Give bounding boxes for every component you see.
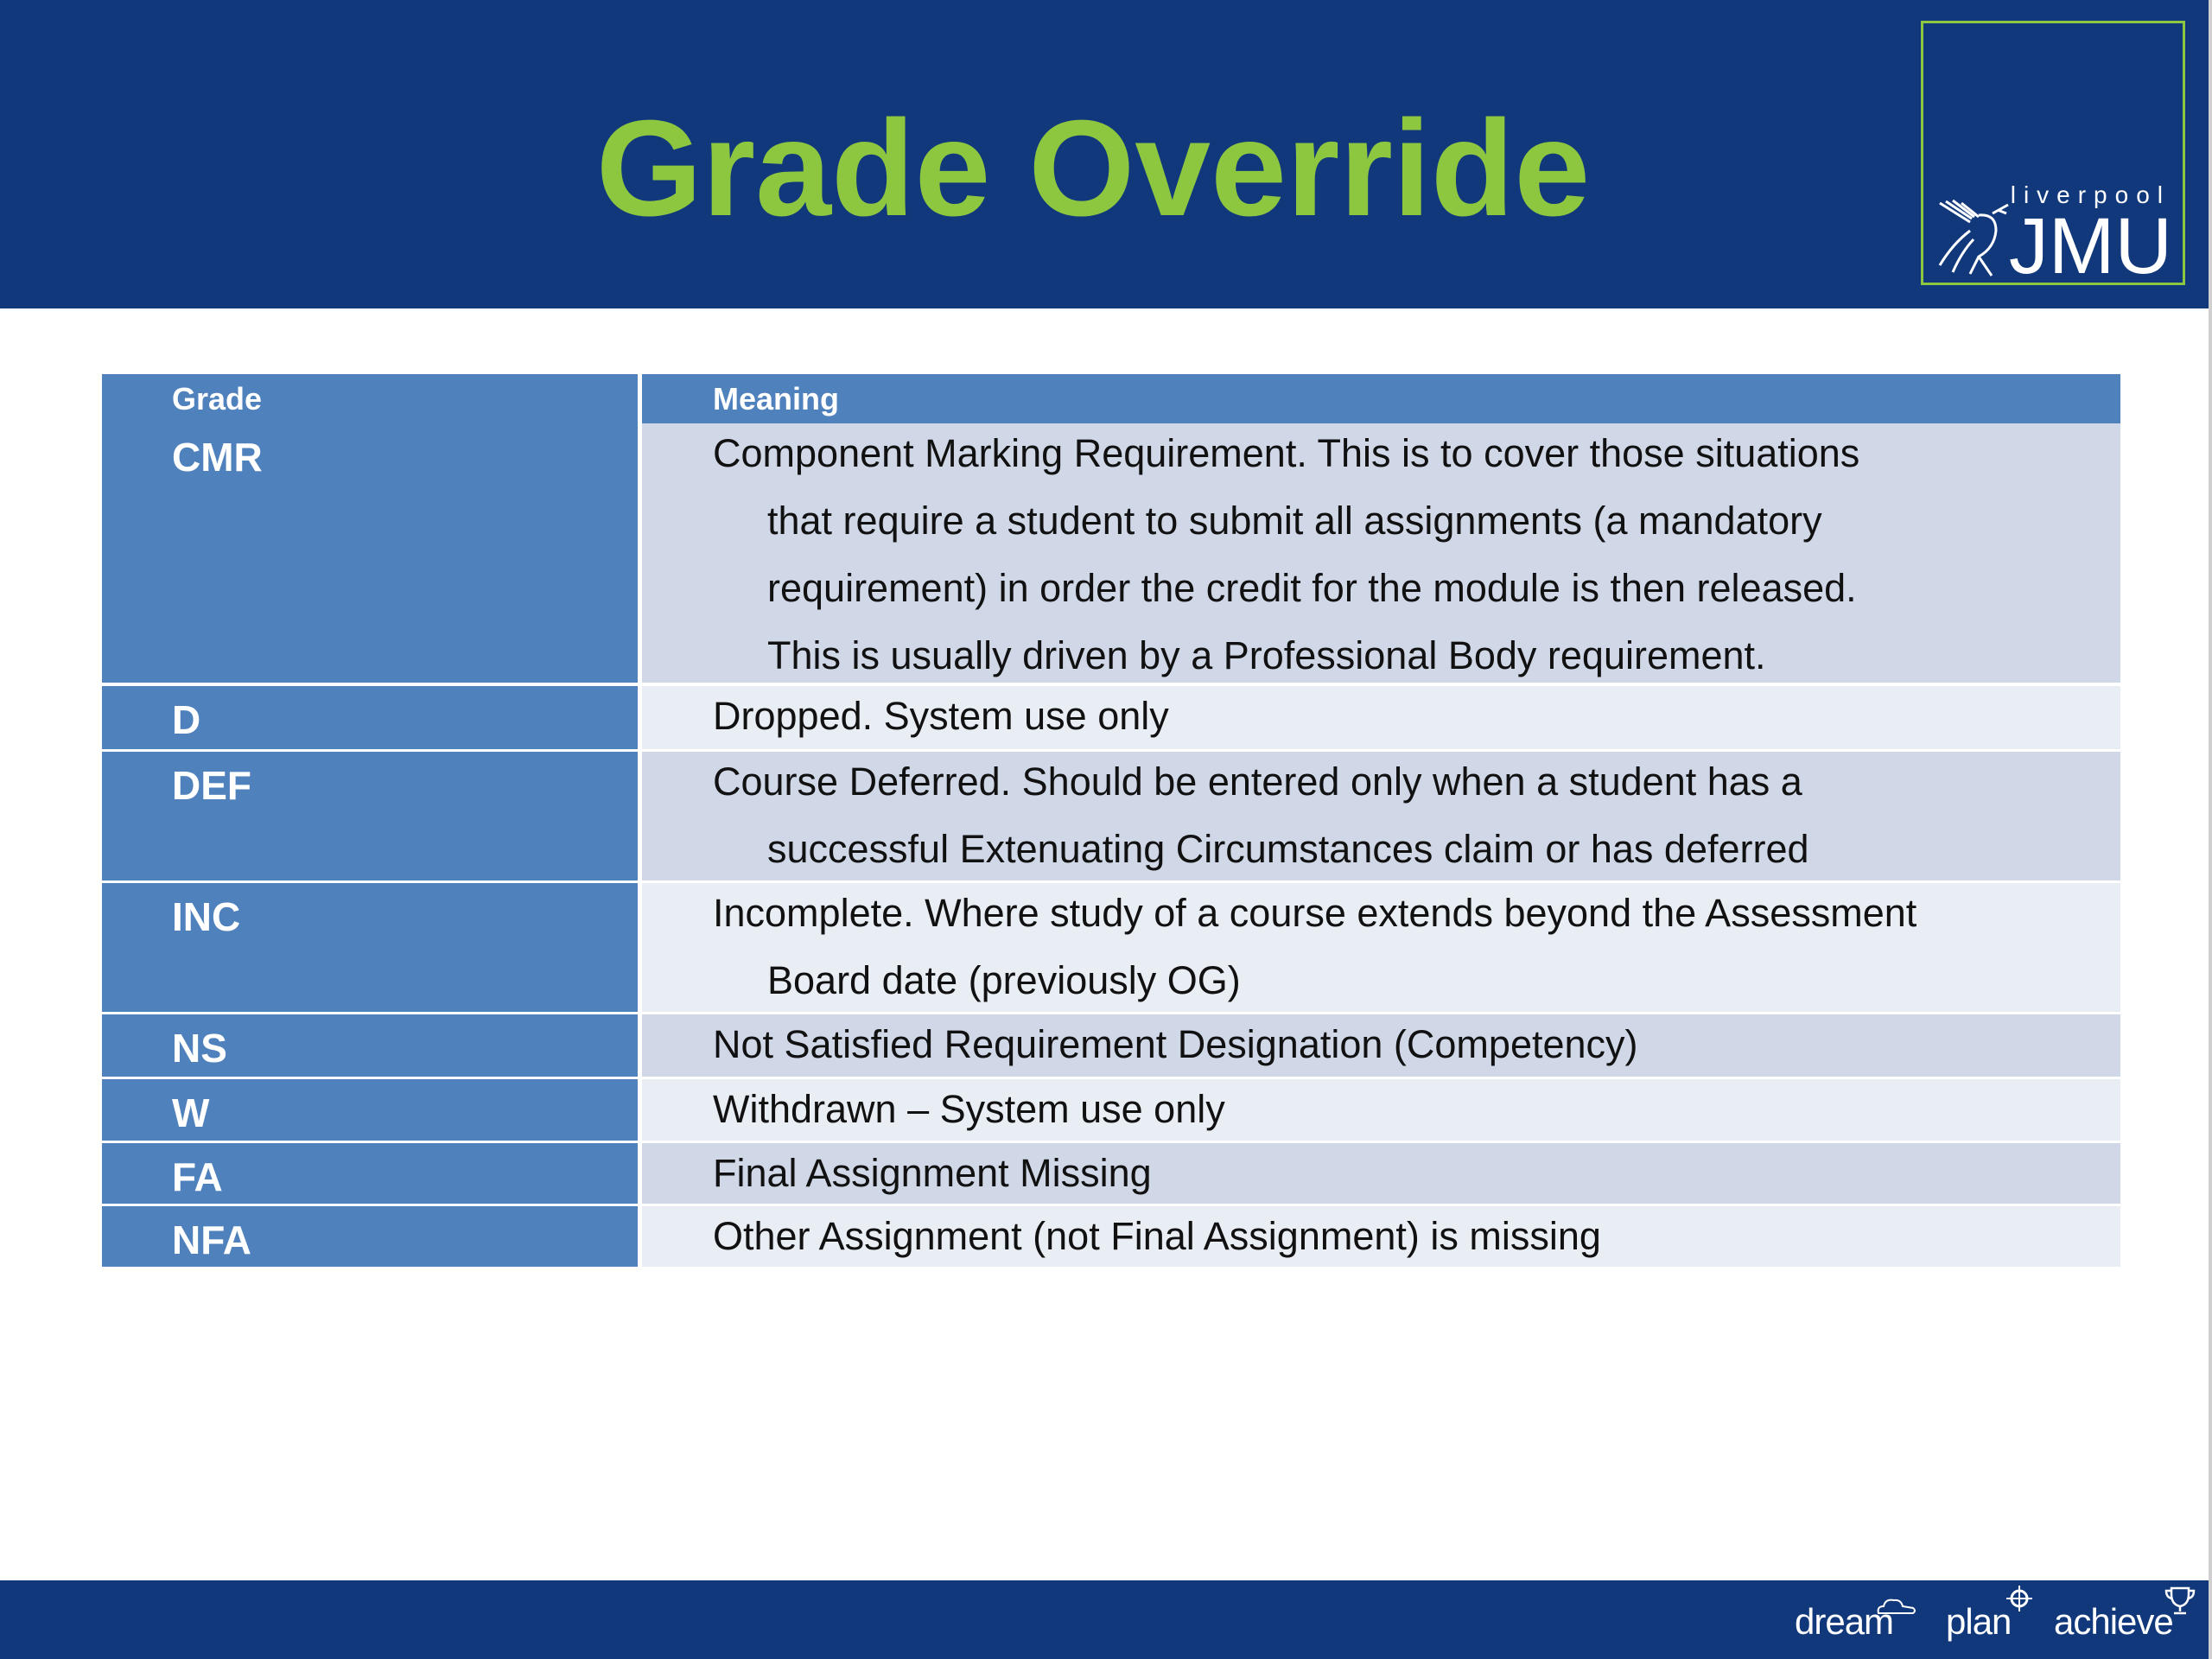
footer-bar [0,1580,2212,1659]
grade-cell [102,1143,638,1204]
grade-code: DEF [172,763,251,808]
meaning-text: This is usually driven by a Professional Body requirement. [767,633,1766,677]
logo-text-jmu: JMU [2008,202,2172,290]
meaning-text: Not Satisfied Requirement Designation (Competency) [713,1022,1638,1066]
grade-cell [102,686,638,749]
meaning-text: Final Assignment Missing [713,1151,1152,1195]
grade-cell [102,1206,638,1267]
grade-cell [102,1014,638,1077]
crosshair-icon [2006,1586,2032,1611]
grade-code: NS [172,1026,227,1071]
meaning-text: successful Extenuating Circumstances claim or has deferred [767,827,1809,871]
grade-cell [102,423,638,683]
table-row [102,686,2120,749]
meaning-cell [642,1206,2120,1267]
page-title: Grade Override [595,92,1591,245]
meaning-text: Dropped. System use only [713,694,1169,738]
liver-bird-icon [1936,196,2013,278]
title-bar [0,0,2212,308]
table-row [102,423,2120,683]
meaning-text: Component Marking Requirement. This is to cover those situations [713,431,1860,475]
jmu-logo [1921,21,2185,290]
tagline-achieve: achieve [2054,1601,2173,1642]
meaning-text: Incomplete. Where study of a course extends beyond the Assessment [713,891,1917,935]
meaning-cell [642,1014,2120,1077]
grade-cell [102,883,638,1012]
meaning-text: Withdrawn – System use only [713,1087,1225,1131]
header-cell-grade [102,374,638,423]
meaning-cell [642,883,2120,1012]
grade-cell [102,752,638,880]
meaning-text: Course Deferred. Should be entered only when a student has a [713,760,1802,804]
meaning-cell [642,423,2120,683]
meaning-text: that require a student to submit all assignments (a mandatory [767,499,1822,543]
meaning-cell [642,1079,2120,1141]
meaning-text: Board date (previously OG) [767,958,1241,1002]
grade-cell [102,1079,638,1141]
table-row [102,1014,2120,1077]
table-row [102,1143,2120,1204]
header-meaning-label: Meaning [713,381,840,416]
grade-code: W [172,1090,210,1135]
grade-code: INC [172,894,241,939]
table-row [102,883,2120,1012]
meaning-text: requirement) in order the credit for the module is then released. [767,566,1857,610]
table-row [102,752,2120,880]
header-grade-label: Grade [172,381,263,416]
table-header-row [102,374,2120,423]
grade-code: D [172,697,201,742]
meaning-cell [642,752,2120,880]
table-row [102,1206,2120,1267]
grade-code: FA [172,1154,223,1199]
meaning-text: Other Assignment (not Final Assignment) is missing [713,1214,1601,1258]
trophy-icon [2164,1586,2196,1615]
table-row [102,1079,2120,1141]
meaning-cell [642,1143,2120,1204]
slide-edge [2209,0,2212,1659]
grade-code: NFA [172,1217,251,1262]
header-cell-meaning [642,374,2120,423]
cloud-icon [1875,1596,1918,1617]
tagline-dream: dream [1795,1601,1894,1642]
meaning-cell [642,686,2120,749]
logo-text-liverpool: liverpool [2010,181,2171,208]
grade-code: CMR [172,435,263,480]
tagline-plan: plan [1946,1601,2012,1642]
